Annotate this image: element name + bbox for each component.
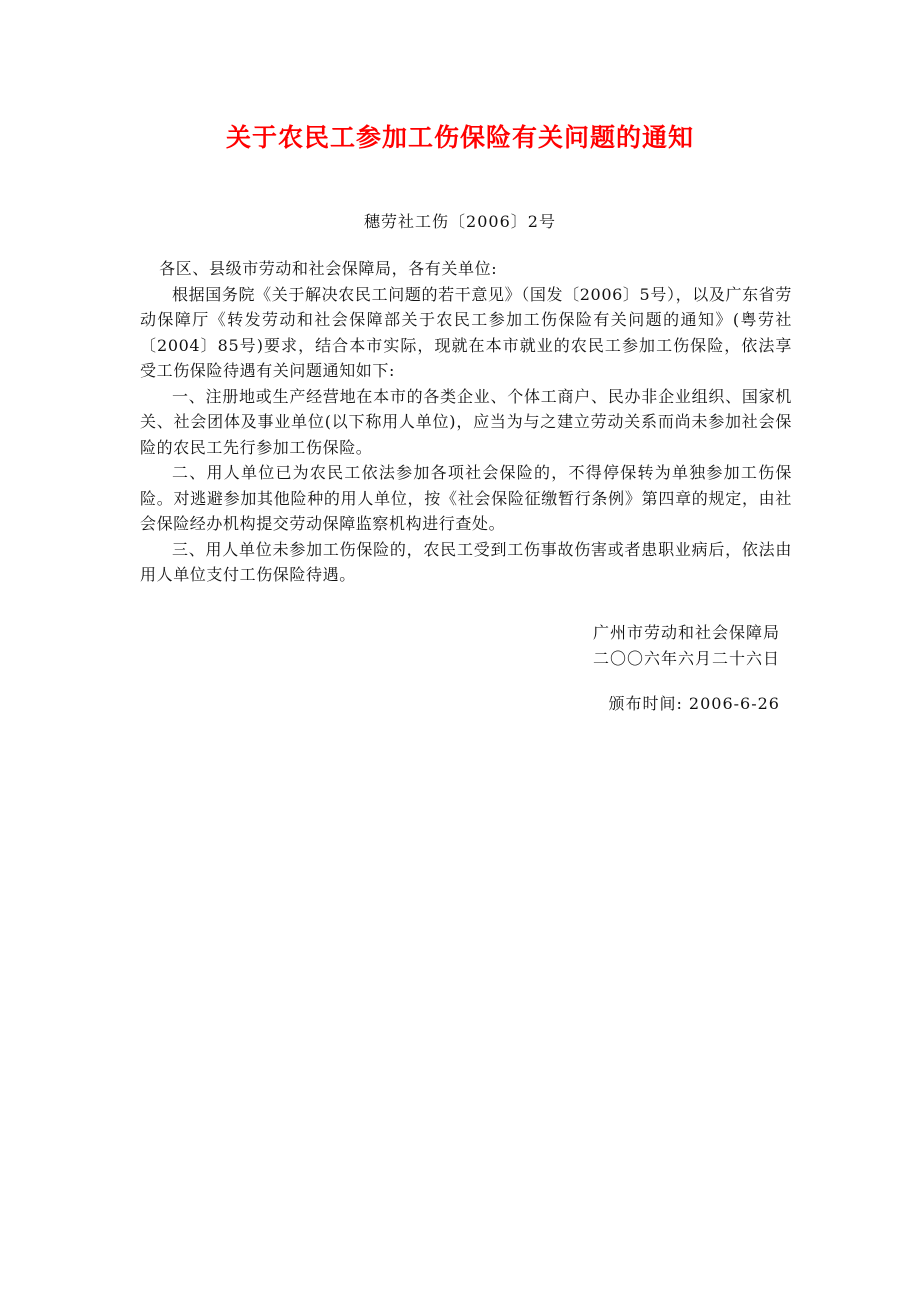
issuer-name: 广州市劳动和社会保障局 xyxy=(592,623,780,642)
paragraph-item-2: 二、用人单位已为农民工依法参加各项社会保险的，不得停保转为单独参加工伤保险。对逃避参加其他险种的用人单位，按《社会保险征缴暂行条例》第四章的规定，由社会保险经办机构提交劳动保障监察机构进行查处。 xyxy=(140,463,792,533)
issue-date: 二〇〇六年六月二十六日 xyxy=(592,649,780,668)
document-number: 穗劳社工伤〔2006〕2号 xyxy=(364,212,556,231)
signature-block xyxy=(593,620,780,672)
paragraph-intro: 根据国务院《关于解决农民工问题的若干意见》（国发〔2006〕5号），以及广东省劳动保障厅《转发劳动和社会保障部关于农民工参加工伤保险有关问题的通知》(粤劳社〔2004〕85号)要求，结合本市实际，现就在本市就业的农民工参加工伤保险，依法享受工伤保险待遇有关问题通知如下: xyxy=(140,284,792,380)
paragraph-item-3: 三、用人单位未参加工伤保险的，农民工受到工伤事故伤害或者患职业病后，依法由用人单位支付工伤保险待遇。 xyxy=(140,539,792,584)
greeting: 各区、县级市劳动和社会保障局，各有关单位: xyxy=(159,259,498,278)
paragraph-item-1: 一、注册地或生产经营地在本市的各类企业、个体工商户、民办非企业组织、国家机关、社会团体及事业单位(以下称用人单位)，应当为与之建立劳动关系而尚未参加社会保险的农民工先行参加工伤保险。 xyxy=(140,386,792,457)
document-body xyxy=(140,256,792,588)
publish-time: 颁布时间: 2006-6-26 xyxy=(608,694,780,713)
document-title: 关于农民工参加工伤保险有关问题的通知 xyxy=(225,123,694,152)
